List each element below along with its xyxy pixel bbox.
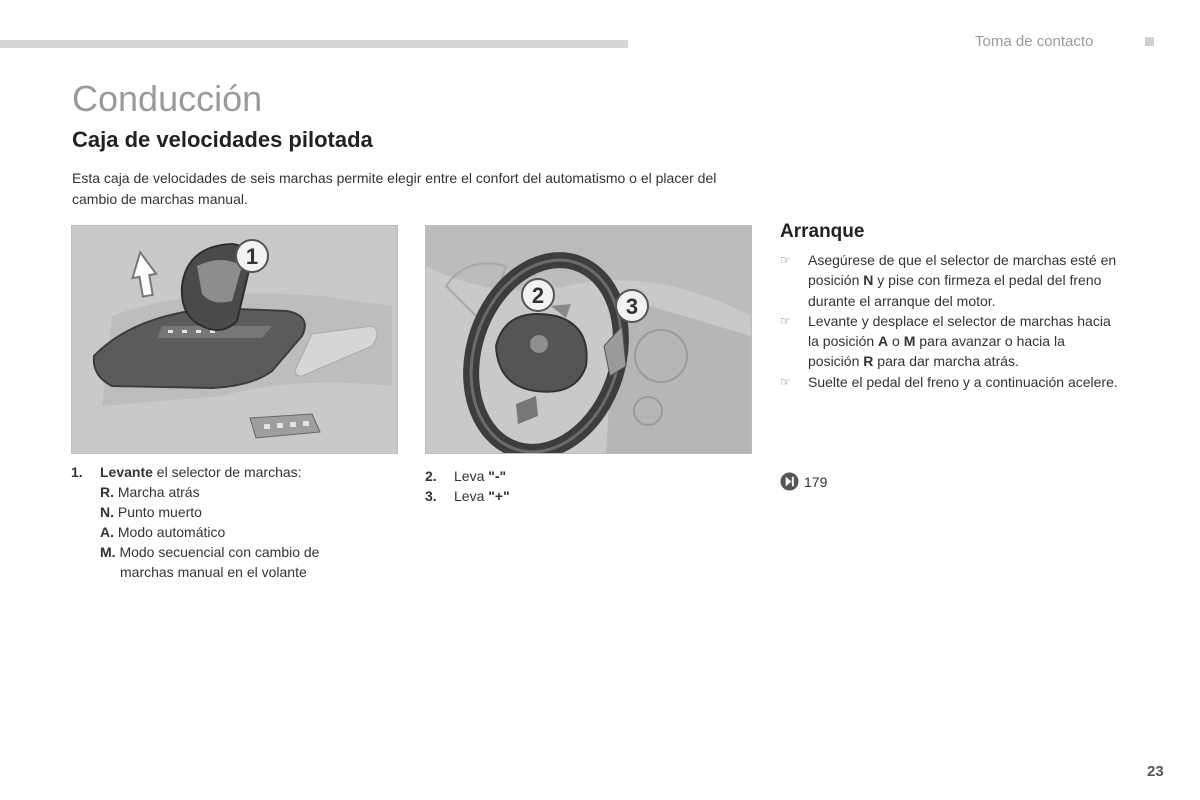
callout-2-label: 2 (531, 283, 545, 308)
section-subtitle: Caja de velocidades pilotada (72, 127, 373, 152)
intro-paragraph: Esta caja de velocidades de seis marchas permite elegir entre el confort del automatismo o el placer del cambio de marchas manual. (72, 170, 717, 207)
arranque-step: ☞ Levante y desplace el selector de marchas hacia la posición A o M para avanzar o hacia la posición R para dar marcha atrás. (780, 312, 1111, 370)
page-reference[interactable] (780, 472, 827, 491)
gear-selector-illustration (71, 225, 398, 454)
list-item: A. Modo automático (100, 524, 226, 540)
paddle-list (425, 466, 725, 506)
callout-2 (522, 279, 554, 311)
hand-pointer-icon: ☞ (780, 313, 791, 328)
section-label: Toma de contacto (975, 33, 1094, 50)
arranque-step: ☞ Suelte el pedal del freno y a continuación acelere. (780, 372, 1120, 392)
page-number: 23 (1147, 763, 1164, 780)
page-title: Conducción (72, 78, 263, 119)
callout-3 (616, 290, 648, 322)
section-marker (1145, 37, 1154, 46)
hand-pointer-icon: ☞ (780, 374, 791, 389)
list-item: 2. Leva "-" (425, 468, 507, 484)
callout-1-label: 1 (245, 244, 259, 269)
list-item: R. Marcha atrás (100, 484, 200, 500)
list-item: 1. Levante el selector de marchas: (71, 464, 302, 480)
list-item: M. Modo secuencial con cambio de (100, 544, 320, 560)
header-bar (0, 40, 628, 48)
list-item: N. Punto muerto (100, 504, 202, 520)
arranque-heading: Arranque (780, 221, 865, 242)
list-item-continuation: marchas manual en el volante (120, 564, 307, 580)
callout-1 (236, 240, 268, 272)
page-reference-number: 179 (804, 473, 828, 490)
page-reference-icon (780, 472, 799, 491)
arranque-steps (780, 250, 1120, 392)
callout-3-label: 3 (625, 294, 639, 319)
selector-positions-list (71, 462, 401, 582)
arranque-step: ☞ Asegúrese de que el selector de marchas esté en posición N y pise con firmeza el pedal del freno durante el arranque del motor. (780, 252, 1117, 309)
hand-pointer-icon: ☞ (780, 253, 791, 267)
list-item: 3. Leva "+" (425, 488, 510, 504)
steering-wheel-illustration (425, 225, 752, 454)
